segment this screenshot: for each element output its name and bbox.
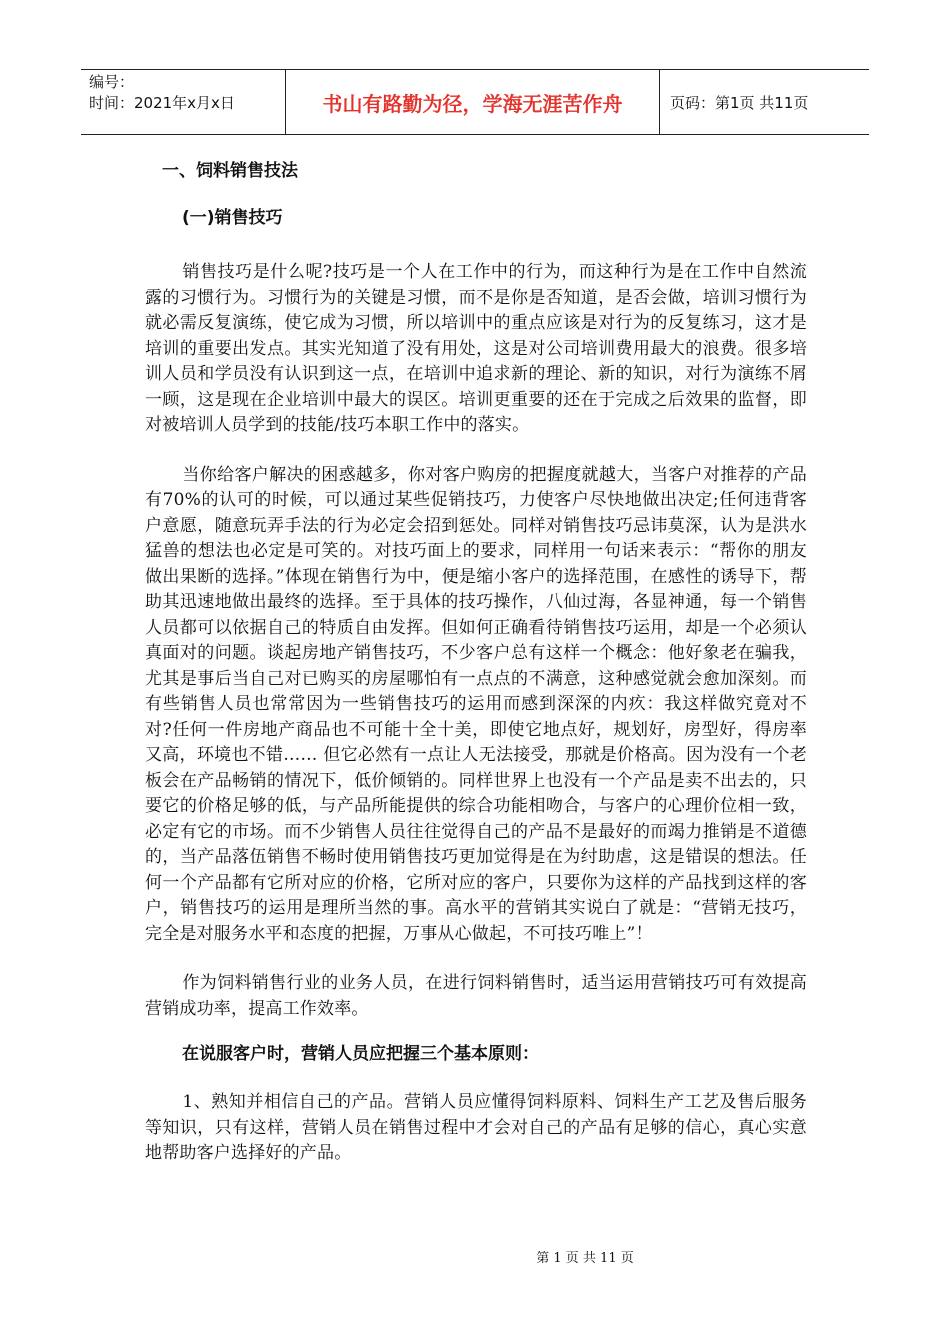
paragraph-1: 销售技巧是什么呢?技巧是一个人在工作中的行为，而这种行为是在工作中自然流露的习惯行为。习惯行为的关键是习惯，而不是你是否知道，是否会做，培训习惯行为就必需反复演练，使它成为习惯，所以培训中的重点应该是对行为的反复练习，这才是培训的重要出发点。其实光知道了没有用处，这是对公司培训费用最大的浪费。很多培训人员和学员没有认识到这一点，在培训中追求新的理论、新的知识，对行为演练不屑一顾，这是现在企业培训中最大的误区。培训更重要的还在于完成之后效果的监督，即对被培训人员学到的技能/技巧本职工作中的落实。 xyxy=(145,262,807,435)
document-date: 时间：2021年x月x日 xyxy=(89,94,235,112)
principles-heading: 在说服客户时，营销人员应把握三个基本原则： xyxy=(182,1044,539,1064)
paragraph-2: 当你给客户解决的困惑越多，你对客户购房的把握度就越大，当客户对推荐的产品有70%的认可的时候，可以通过某些促销技巧，力使客户尽快地做出决定;任何违背客户意愿，随意玩弄手法的行为必定会招到惩处。同样对销售技巧忌讳莫深，认为是洪水猛兽的想法也必定是可笑的。对技巧面上的要求，同样用一句话来表示：“帮你的朋友做出果断的选择。”体现在销售行为中，便是缩小客户的选择范围，在感性的诱导下，帮助其迅速地做出最终的选择。至于具体的技巧操作，八仙过海，各显神通，每一个销售人员都可以依据自己的特质自由发挥。但如何正确看待销售技巧运用，却是一个必须认真面对的问题。谈起房地产销售技巧，不少客户总有这样一个概念：他好象老在骗我，尤其是事后当自己对已购买的房屋哪怕有一点点的不满意，这种感觉就会愈加深刻。而有些销售人员也常常因为一些销售技巧的运用而感到深深的内疚：我这样做究竟对不对?任何一件房地产商品也不可能十全十美，即使它地点好，规划好，房型好，得房率又高，环境也不错…… 但它必然有一点让人无法接受，那就是价格高。因为没有一个老板会在产品畅销的情况下，低价倾销的。同样世界上也没有一个产品是卖不出去的，只要它的价格足够的低，与产品所能提供的综合功能相吻合，与客户的心理价位相一致，必定有它的市场。而不少销售人员往往觉得自己的产品不是最好的而竭力推销是不道德的，当产品落伍销售不畅时使用销售技巧更加觉得是在为纣助虐，这是错误的想法。任何一个产品都有它所对应的价格，它所对应的客户，只要你为这样的产品找到这样的客户，销售技巧的运用是理所当然的事。高水平的营销其实说白了就是：“营销无技巧，完全是对服务水平和态度的把握，万事从心做起，不可技巧唯上”！ xyxy=(145,464,807,944)
page-footer xyxy=(0,1247,950,1266)
section-heading: (一)销售技巧 xyxy=(182,208,283,228)
footer-page-number: 第 1 页 共 11 页 xyxy=(536,1251,634,1266)
document-body xyxy=(145,153,807,1167)
header-motto: 书山有路勤为径，学海无涯苦作舟 xyxy=(286,70,660,135)
page-header xyxy=(81,69,869,135)
header-page-number: 页码：第1页 共11页 xyxy=(660,70,870,135)
header-left-cell xyxy=(81,70,286,135)
principle-1: 1、熟知并相信自己的产品。营销人员应懂得饲料原料、饲料生产工艺及售后服务等知识，只有这样，营销人员在销售过程中才会对自己的产品有足够的信心，真心实意地帮助客户选择好的产品。 xyxy=(145,1092,807,1163)
paragraph-3: 作为饲料销售行业的业务人员，在进行饲料销售时，适当运用营销技巧可有效提高营销成功率，提高工作效率。 xyxy=(145,973,807,1019)
document-number: 编号： xyxy=(89,73,135,91)
document-title: 一、饲料销售技法 xyxy=(162,161,298,181)
